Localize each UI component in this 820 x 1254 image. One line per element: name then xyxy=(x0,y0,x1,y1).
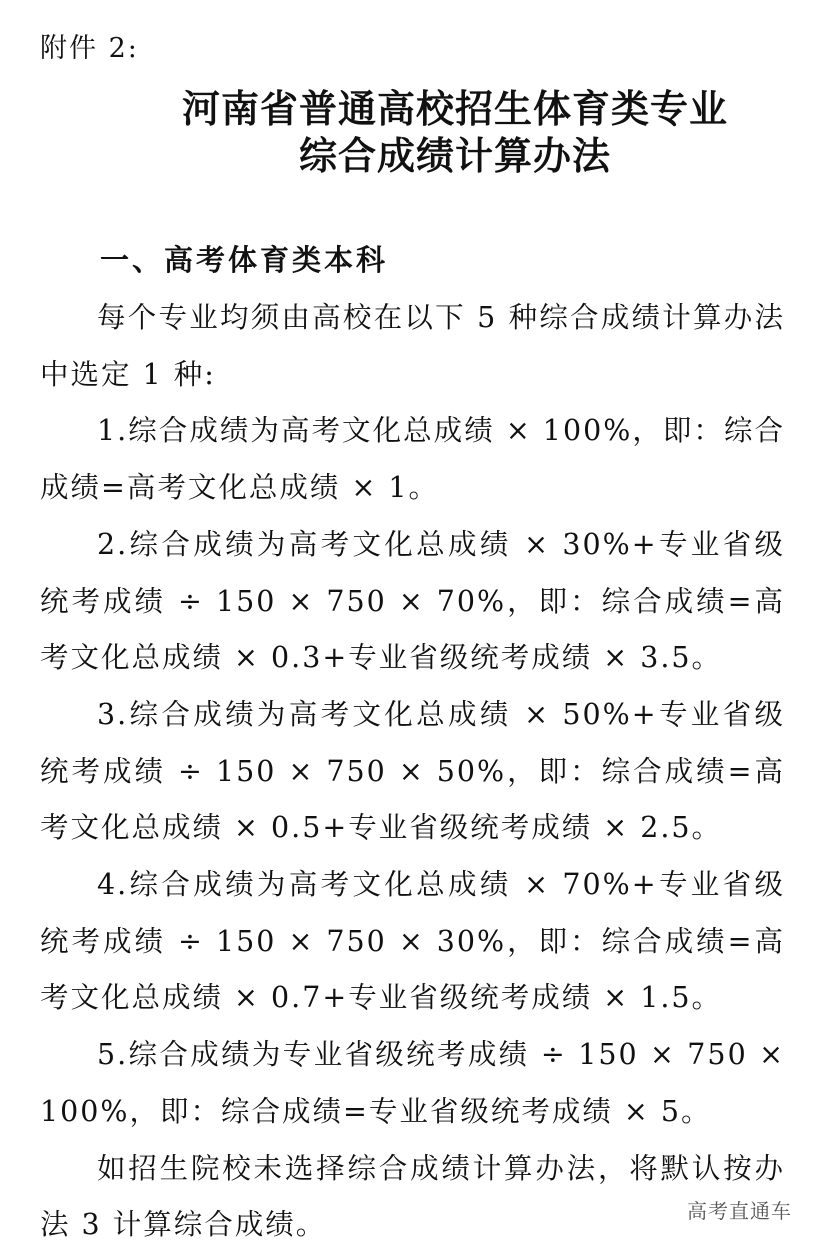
intro-paragraph: 每个专业均须由高校在以下 5 种综合成绩计算办法中选定 1 种: xyxy=(40,301,785,391)
method-1-paragraph: 1.综合成绩为高考文化总成绩 × 100%，即：综合成绩=高考文化总成绩 × 1。 xyxy=(40,414,785,505)
default-method-paragraph: 如招生院校未选择综合成绩计算办法，将默认按办法 3 计算综合成绩。 xyxy=(40,1151,785,1242)
method-4-paragraph: 4.综合成绩为高考文化总成绩 × 70%+专业省级统考成绩 ÷ 150 × 750 × 30%，即：综合成绩=高考文化总成绩 × 0.7+专业省级统考成绩 × 1.5。 xyxy=(40,868,785,1015)
watermark-text: 高考直通车 xyxy=(687,1199,792,1223)
document-body xyxy=(40,290,785,1254)
method-2-paragraph: 2.综合成绩为高考文化总成绩 × 30%+专业省级统考成绩 ÷ 150 × 750 × 70%，即：综合成绩=高考文化总成绩 × 0.3+专业省级统考成绩 × 3.5。 xyxy=(40,527,785,675)
document-title-line-1: 河南省普通高校招生体育类专业 xyxy=(181,87,728,131)
method-3-paragraph: 3.综合成绩为高考文化总成绩 × 50%+专业省级统考成绩 ÷ 150 × 750 × 50%，即：综合成绩=高考文化总成绩 × 0.5+专业省级统考成绩 × 2.5。 xyxy=(40,697,785,845)
method-5-paragraph: 5.综合成绩为专业省级统考成绩 ÷ 150 × 750 × 100%，即：综合成绩=专业省级统考成绩 × 5。 xyxy=(40,1038,785,1128)
section-heading: 一、高考体育类本科 xyxy=(100,243,389,277)
attachment-label: 附件 2: xyxy=(40,33,139,64)
document-title-line-2: 综合成绩计算办法 xyxy=(298,134,611,178)
